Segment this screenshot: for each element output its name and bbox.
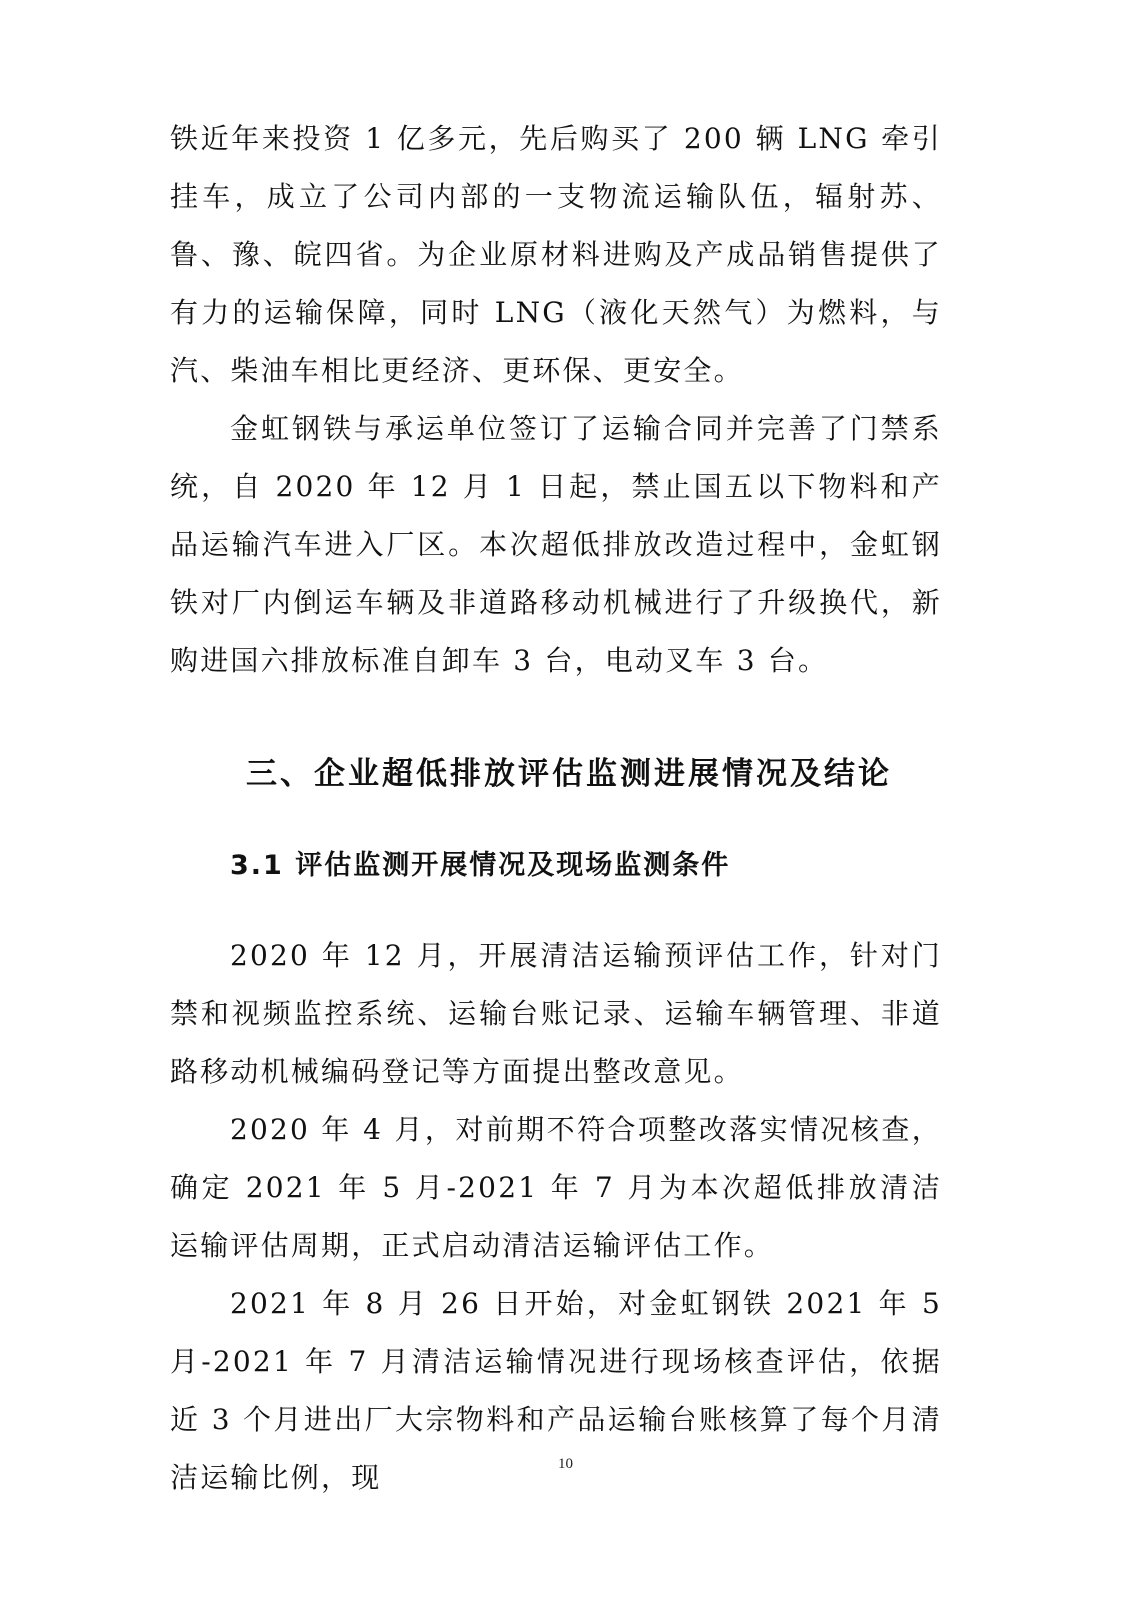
paragraph-transport-contract: 金虹钢铁与承运单位签订了运输合同并完善了门禁系统，自 2020 年 12 月 1 日起，禁止国五以下物料和产品运输汽车进入厂区。本次超低排放改造过程中，金虹钢铁对厂内倒运车辆及非道路移动机械进行了升级换代，新购进国六排放标准自卸车 3 台，电动叉车 3 台。 (170, 412, 942, 677)
paragraph-continuation: 铁近年来投资 1 亿多元，先后购买了 200 辆 LNG 牵引挂车，成立了公司内部的一支物流运输队伍，辐射苏、鲁、豫、皖四省。为企业原材料进购及产成品销售提供了有力的运输保障，同时 LNG（液化天然气）为燃料，与汽、柴油车相比更经济、更环保、更安全。 (170, 122, 942, 387)
section-heading: 三、企业超低排放评估监测进展情况及结论 (246, 756, 892, 792)
paragraph-rectification-check: 2020 年 4 月，对前期不符合项整改落实情况核查，确定 2021 年 5 月-2021 年 7 月为本次超低排放清洁运输评估周期，正式启动清洁运输评估工作。 (170, 1113, 942, 1262)
paragraph-pre-assessment: 2020 年 12 月，开展清洁运输预评估工作，针对门禁和视频监控系统、运输台账记录、运输车辆管理、非道路移动机械编码登记等方面提出整改意见。 (170, 939, 942, 1088)
paragraph-site-inspection: 2021 年 8 月 26 日开始，对金虹钢铁 2021 年 5 月-2021 年 7 月清洁运输情况进行现场核查评估，依据近 3 个月进出厂大宗物料和产品运输台账核算了每个月清洁运输比例，现 (170, 1287, 942, 1494)
sub-heading: 3.1 评估监测开展情况及现场监测条件 (230, 850, 731, 881)
page-content (170, 110, 942, 1507)
page-number: 10 (558, 1456, 573, 1472)
